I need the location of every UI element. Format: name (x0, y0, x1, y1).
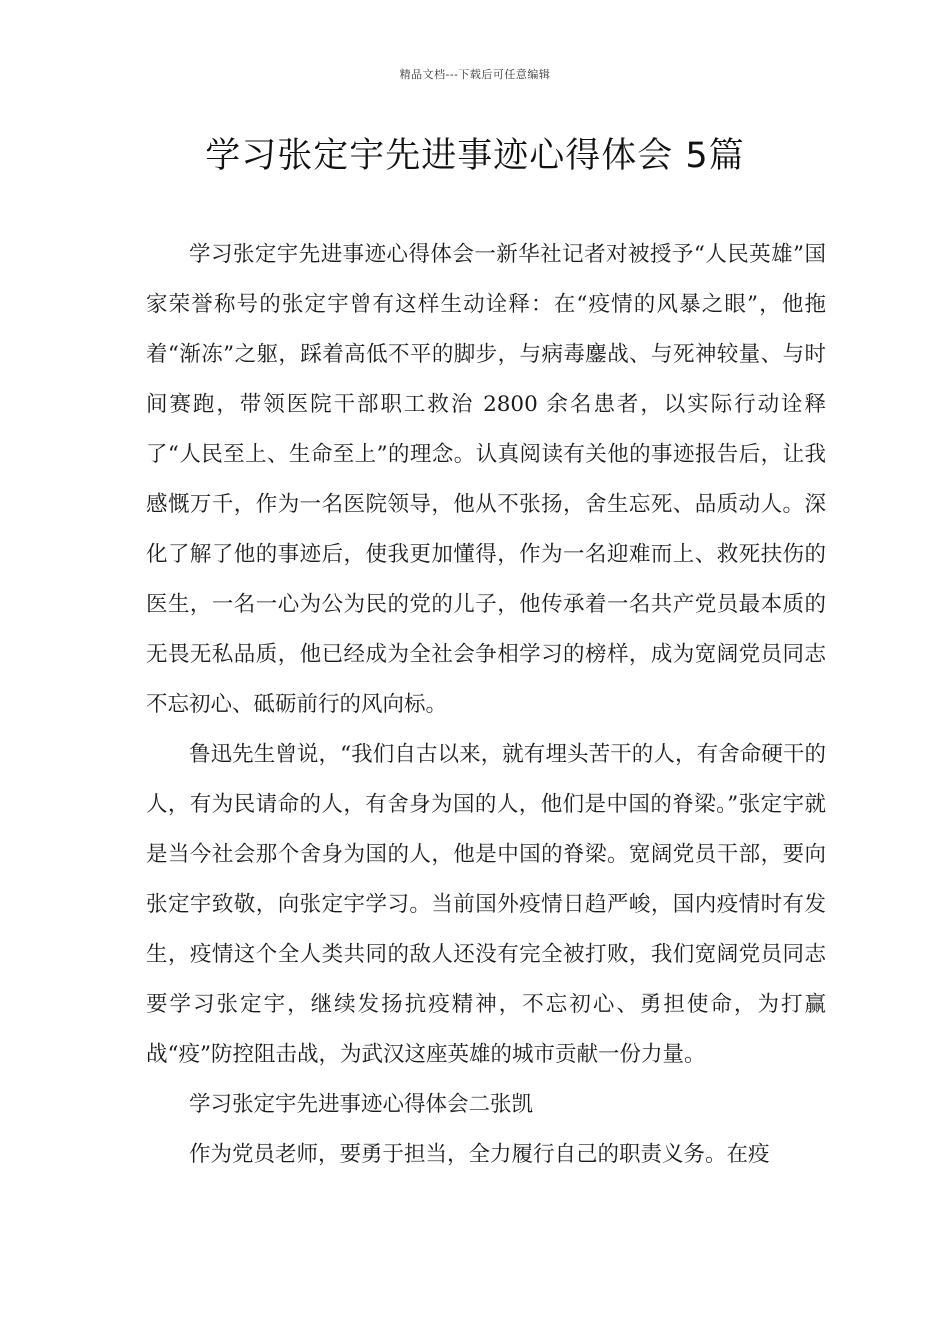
paragraph-3: 作为党员老师，要勇于担当，全力履行自己的职责义务。在疫 (189, 1142, 770, 1167)
paragraph-2: 鲁迅先生曾说，“我们自古以来，就有埋头苦干的人，有舍命硬干的人，有为民请命的人，有舍身为国的人，他们是中国的脊梁。”张定宇就是当今社会那个舍身为国的人，他是中国的脊梁。宽阔党员干部，要向张定宇致敬，向张定宇学习。当前国外疫情日趋严峻，国内疫情时有发生，疫情这个全人类共同的敌人还没有完全被打败，我们宽阔党员同志要学习张定宇，继续发扬抗疫精神，不忘初心、勇担使命，为打赢战“疫”防控阻击战，为武汉这座英雄的城市贡献一份力量。 (146, 742, 826, 1067)
document-title: 学习张定宇先进事迹心得体会 5篇 (205, 136, 745, 176)
section-subheading: 学习张定宇先进事迹心得体会二张凯 (189, 1092, 534, 1117)
paragraph-1: 学习张定宇先进事迹心得体会一新华社记者对被授予“人民英雄”国家荣誉称号的张定宇曾有这样生动诠释：在“疫情的风暴之眼”，他拖着“渐冻”之躯，踩着高低不平的脚步，与病毒鏖战、与死神较量、与时间赛跑，带领医院干部职工救治 2800 余名患者，以实际行动诠释了“人民至上、生命至上”的理念。认真阅读有关他的事迹报告后，让我感慨万千，作为一名医院领导，他从不张扬，舍生忘死、品质动人。深化了解了他的事迹后，使我更加懂得，作为一名迎难而上、救死扶伤的医生，一名一心为公为民的党的儿子，他传承着一名共产党员最本质的无畏无私品质，他已经成为全社会争相学习的榜样，成为宽阔党员同志不忘初心、砥砺前行的风向标。 (146, 242, 826, 717)
document-body (146, 230, 826, 1180)
header-note: 精品文档---下载后可任意编辑 (399, 68, 551, 81)
